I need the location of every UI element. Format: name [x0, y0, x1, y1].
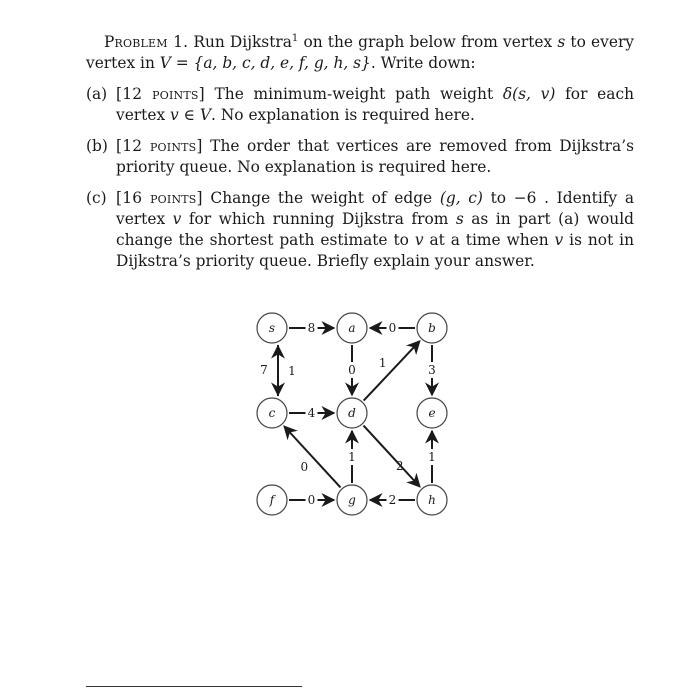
- graph-node-d: [337, 398, 367, 428]
- node-label-g: g: [348, 493, 356, 507]
- part-b-text-a: The order that vertices are removed from Dijkstra’s priority queue. No explanation is required here.: [116, 137, 634, 176]
- graph-edge-s-a: [289, 320, 334, 336]
- part-c-text-c: for which running Dijkstra from: [181, 210, 456, 228]
- edge-weight-a-d: 0: [348, 363, 356, 377]
- edge-weight-d-h: 2: [395, 459, 404, 474]
- edge-weight-b-a: 0: [388, 321, 397, 335]
- node-label-b: b: [428, 321, 436, 335]
- part-c-math-e: v: [554, 231, 564, 249]
- graph-edge-c-d: [289, 405, 334, 421]
- node-label-f: f: [269, 493, 275, 507]
- edge-weight-s-c: 7: [260, 363, 268, 377]
- intro-text-d: . Write down:: [370, 54, 476, 72]
- edge-weight-g-d: 1: [348, 450, 356, 464]
- graph-node-e: [417, 398, 447, 428]
- problem-intro: [86, 32, 634, 74]
- graph-edge-d-b: [364, 341, 420, 401]
- part-c-points: [16 points]: [116, 189, 203, 207]
- edge-weight-c-d: 4: [307, 406, 316, 420]
- node-label-e: e: [428, 406, 436, 420]
- graph-edge-b-e: [426, 345, 438, 395]
- graph-edge-g-c: [284, 426, 340, 487]
- part-a-text-c: . No explanation is required here.: [211, 106, 475, 124]
- graph-edge-s-c: [260, 345, 278, 395]
- footnote-mark: 1: [291, 32, 299, 44]
- graph-node-c: [257, 398, 287, 428]
- part-a-math-b: v ∈ V: [170, 106, 212, 124]
- graph-edge-a-d: [346, 345, 358, 395]
- part-c-text-a: Change the weight of edge: [202, 189, 440, 207]
- graph-node-f: [257, 485, 287, 515]
- graph-edge-c-s: [278, 346, 296, 396]
- part-c-text-f: is not in Dijkstra’s priority queue. Briefly explain your answer.: [116, 231, 635, 270]
- graph-node-a: [337, 313, 367, 343]
- graph-node-g: [337, 485, 367, 515]
- node-label-s: s: [268, 321, 276, 335]
- node-label-d: d: [348, 406, 356, 420]
- part-a-math-a: δ(s, v): [502, 85, 556, 103]
- edge-weight-h-g: 2: [388, 493, 397, 507]
- part-c-math-d: v: [414, 231, 424, 249]
- intro-text-c: to every vertex in: [86, 33, 634, 72]
- part-b: [86, 136, 634, 178]
- graph-diagram: [240, 300, 480, 530]
- graph-node-s: [257, 313, 287, 343]
- intro-text-a: Run Dijkstra: [193, 33, 292, 51]
- part-c-math-a: (g, c): [439, 189, 483, 207]
- part-c-text-d: as in part (a) would change the shortest path estimate to: [116, 210, 634, 249]
- part-c-label: (c): [86, 189, 107, 207]
- edge-weight-d-b: 1: [378, 355, 387, 370]
- edge-line-g-c: [284, 426, 340, 487]
- part-a-label: (a): [86, 85, 108, 103]
- node-label-c: c: [268, 406, 276, 420]
- part-c-text-e: at a time when: [423, 231, 555, 249]
- part-c-math-b: v: [172, 210, 182, 228]
- edge-weight-h-e: 1: [428, 450, 436, 464]
- part-c-text-b: to −6 . Identify a vertex: [116, 189, 634, 228]
- graph-edge-f-g: [289, 492, 334, 508]
- edge-weight-b-e: 3: [428, 363, 436, 377]
- problem-heading: Problem 1.: [104, 33, 189, 51]
- problem-statement: [86, 32, 634, 272]
- graph-node-b: [417, 313, 447, 343]
- edge-weight-s-a: 8: [307, 321, 316, 335]
- source-vertex: s: [557, 33, 566, 51]
- part-a-text-b: for each vertex: [116, 85, 634, 124]
- node-label-a: a: [348, 321, 356, 335]
- part-a-text-a: The minimum-weight path weight: [204, 85, 503, 103]
- edge-weight-c-s: 1: [288, 364, 296, 378]
- graph-edge-h-e: [426, 431, 438, 483]
- part-b-points: [12 points]: [116, 137, 203, 155]
- footnote-rule: [86, 686, 302, 687]
- graph-edge-h-g: [370, 492, 415, 508]
- graph-edge-d-h: [364, 426, 420, 487]
- edge-line-d-b: [364, 341, 420, 401]
- part-b-label: (b): [86, 137, 108, 155]
- edge-weight-g-c: 0: [300, 459, 309, 474]
- part-c: [86, 188, 634, 272]
- graph-edge-b-a: [370, 320, 415, 336]
- graph-edge-g-d: [346, 431, 358, 483]
- part-c-math-c: s: [455, 210, 464, 228]
- edge-line-d-h: [364, 426, 420, 487]
- graph-node-h: [417, 485, 447, 515]
- part-a-points: [12 points]: [116, 85, 205, 103]
- intro-text-b: on the graph below from vertex: [298, 33, 558, 51]
- edge-weight-f-g: 0: [307, 493, 316, 507]
- graph-svg: [240, 300, 480, 530]
- vertex-set: V = {a, b, c, d, e, f, g, h, s}: [159, 54, 371, 72]
- part-a: [86, 84, 634, 126]
- node-label-h: h: [428, 493, 436, 507]
